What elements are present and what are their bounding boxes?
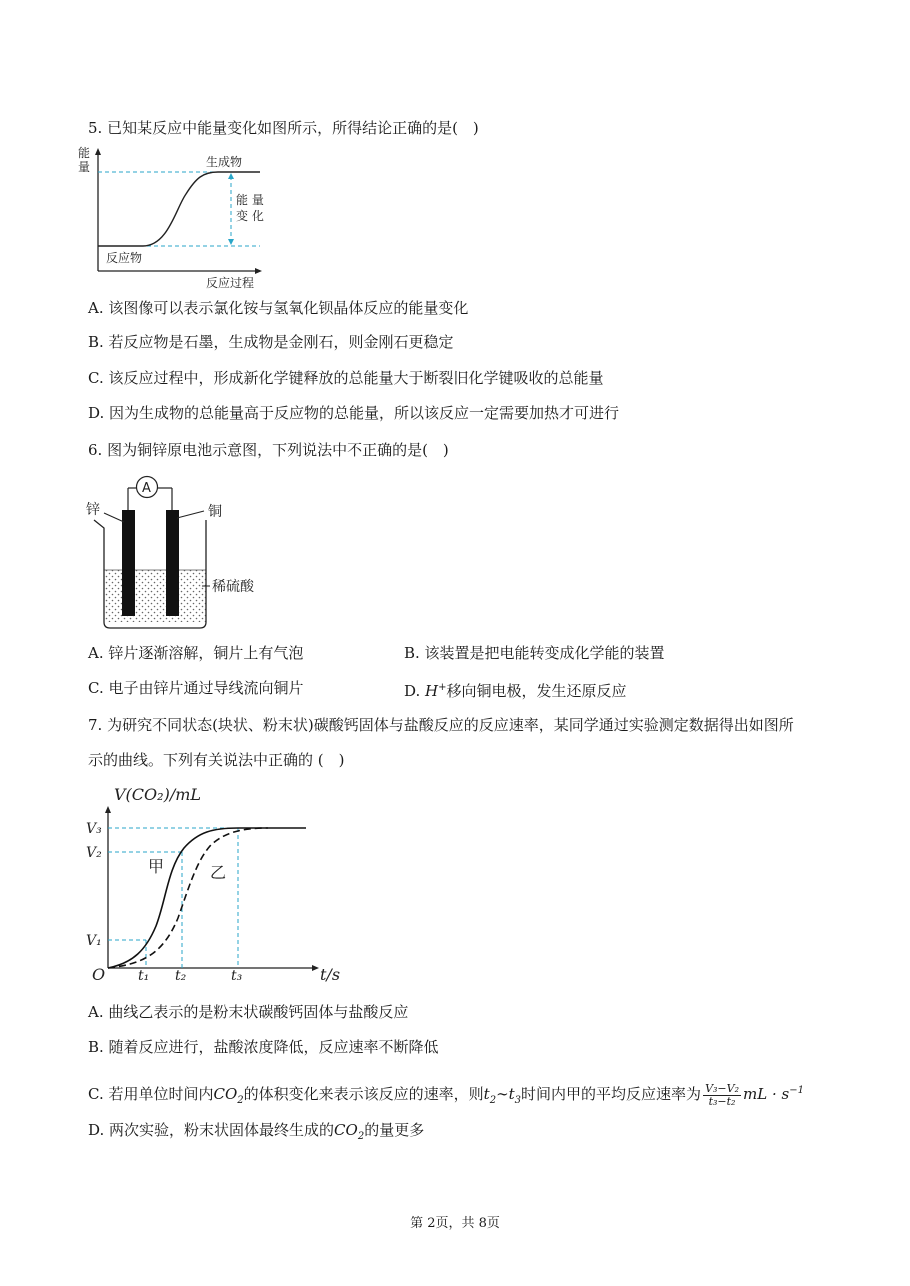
q6-copper-label: 铜 bbox=[208, 504, 222, 520]
q7-ytick-v2: V₂ bbox=[86, 845, 102, 861]
q7-xtick-t2: t₂ bbox=[175, 968, 187, 984]
q6-stem: 6. 图为铜锌原电池示意图，下列说法中不正确的是( ) bbox=[88, 441, 449, 459]
q6-acid-label: 稀硫酸 bbox=[212, 579, 254, 595]
q7-option-a: A. 曲线乙表示的是粉末状碳酸钙固体与盐酸反应 bbox=[88, 1003, 409, 1021]
page-footer: 第 2页，共 8页 bbox=[410, 1216, 500, 1231]
q7-curve-jia-label: 甲 bbox=[148, 857, 165, 876]
q6-cell-diagram bbox=[84, 470, 284, 634]
q5-ylabel-2: 量 bbox=[78, 160, 91, 174]
q7-origin: O bbox=[92, 965, 106, 984]
q5-ylabel-1: 能 bbox=[78, 146, 91, 160]
q7-stem-line1: 7. 为研究不同状态(块状、粉末状)碳酸钙固体与盐酸反应的反应速率，某同学通过实验测定数据得出如图所 bbox=[88, 716, 794, 734]
q7-xtick-t3: t₃ bbox=[231, 968, 243, 984]
copper-electrode bbox=[166, 510, 179, 616]
zinc-electrode bbox=[122, 510, 135, 616]
q7-option-d: D. 两次实验，粉末状固体最终生成的$CO_2$的量更多 bbox=[88, 1121, 425, 1142]
q5-energy-change-1: 能 量 bbox=[236, 193, 264, 207]
q5-stem: 5. 已知某反应中能量变化如图所示，所得结论正确的是( ) bbox=[88, 119, 479, 137]
q5-xlabel: 反应过程 bbox=[206, 276, 255, 290]
q6-zinc-label: 锌 bbox=[86, 502, 100, 518]
curve-yi bbox=[108, 828, 268, 968]
q5-option-b: B. 若反应物是石墨，生成物是金刚石，则金刚石更稳定 bbox=[88, 333, 454, 351]
q5-energy-change-2: 变 化 bbox=[236, 209, 264, 223]
q5-energy-diagram bbox=[78, 146, 278, 292]
q7-ylabel: V(CO₂)/mL bbox=[114, 785, 201, 804]
q5-option-d: D. 因为生成物的总能量高于反应物的总能量，所以该反应一定需要加热才可进行 bbox=[88, 404, 620, 422]
q7-ytick-v1: V₁ bbox=[86, 933, 102, 949]
q6-option-b: B. 该装置是把电能转变成化学能的装置 bbox=[404, 644, 665, 662]
q5-option-a: A. 该图像可以表示氯化铵与氢氧化钡晶体反应的能量变化 bbox=[88, 299, 469, 317]
q7-co2-chart bbox=[78, 778, 348, 988]
q7-ytick-v3: V₃ bbox=[86, 821, 102, 837]
q7-option-c: C. 若用单位时间内$CO_2$的体积变化来表示该反应的速率，则$t_2\sim t_3$时间内甲的平均反应速率为 $\frac{\text{V₃−V₂}}{\text{t₃−t₂}}$ mL · $s^{-1}$ bbox=[88, 1081, 804, 1108]
q6-option-d: D. H+移向铜电极，发生还原反应 bbox=[404, 682, 627, 700]
q6-meter-label: A bbox=[142, 481, 151, 496]
q5-option-c: C. 该反应过程中，形成新化学键释放的总能量大于断裂旧化学键吸收的总能量 bbox=[88, 369, 604, 387]
q5-reactant-label: 反应物 bbox=[106, 251, 143, 265]
q5-product-label: 生成物 bbox=[206, 155, 243, 169]
q6-option-a: A. 锌片逐渐溶解，铜片上有气泡 bbox=[88, 644, 304, 662]
q7-option-b: B. 随着反应进行，盐酸浓度降低，反应速率不断降低 bbox=[88, 1038, 439, 1056]
q6-option-c: C. 电子由锌片通过导线流向铜片 bbox=[88, 679, 304, 697]
q7-curve-yi-label: 乙 bbox=[210, 863, 227, 882]
q7-xlabel: t/s bbox=[320, 965, 341, 984]
q7-xtick-t1: t₁ bbox=[138, 968, 150, 984]
q7-stem-line2: 示的曲线。下列有关说法中正确的 ( ) bbox=[88, 751, 345, 769]
